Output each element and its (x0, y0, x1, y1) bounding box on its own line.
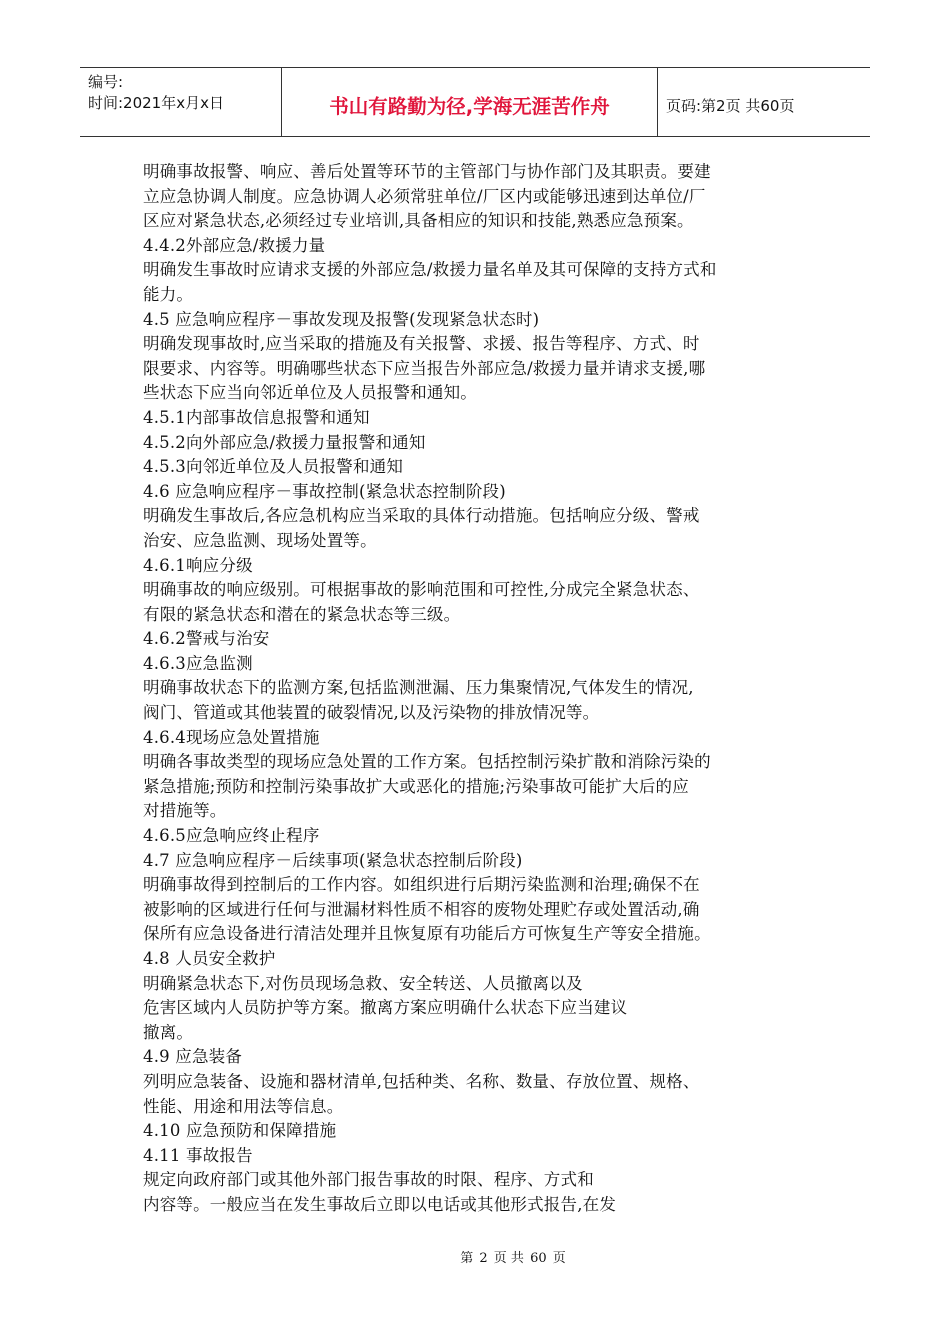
text-line: 4.4.2外部应急/救援力量 (143, 235, 326, 255)
text-line: 撤离。 (143, 1022, 194, 1042)
text-line: 4.5.1内部事故信息报警和通知 (143, 407, 370, 427)
header-page-info: 页码:第2页 共60页 (666, 96, 795, 115)
text-line: 性能、用途和用法等信息。 (143, 1096, 344, 1116)
text-line: 4.6.2警戒与治安 (143, 629, 270, 649)
text-line: 4.5.3向邻近单位及人员报警和通知 (143, 457, 404, 477)
text-line: 限要求、内容等。明确哪些状态下应当报告外部应急/救援力量并请求支援,哪 (143, 358, 706, 378)
footer-page-number: 2 (479, 1251, 488, 1266)
text-line: 明确发生事故后,各应急机构应当采取的具体行动措施。包括响应分级、警戒 (143, 506, 700, 526)
text-line: 4.6 应急响应程序－事故控制(紧急状态控制阶段) (143, 481, 506, 501)
text-line: 规定向政府部门或其他外部门报告事故的时限、程序、方式和 (143, 1170, 594, 1190)
text-line: 对措施等。 (143, 801, 227, 821)
text-line: 4.11 事故报告 (143, 1145, 253, 1165)
footer-suffix: 页 (552, 1251, 566, 1266)
text-line: 保所有应急设备进行清洁处理并且恢复原有功能后方可恢复生产等安全措施。 (143, 924, 711, 944)
text-line: 治安、应急监测、现场处置等。 (143, 530, 377, 550)
date-label: 时间:2021年x月x日 (88, 94, 224, 112)
text-line: 4.8 人员安全救护 (143, 949, 276, 968)
text-line: 明确事故状态下的监测方案,包括监测泄漏、压力集聚情况,气体发生的情况, (143, 678, 694, 698)
text-line: 被影响的区域进行任何与泄漏材料性质不相容的废物处理贮存或处置活动,确 (143, 899, 700, 919)
text-line: 4.6.5应急响应终止程序 (143, 826, 320, 846)
header-motto: 书山有路勤为径,学海无涯苦作舟 (282, 68, 658, 136)
text-line: 4.9 应急装备 (143, 1047, 243, 1067)
text-line: 明确事故得到控制后的工作内容。如组织进行后期污染监测和治理;确保不在 (143, 875, 700, 895)
text-line: 危害区域内人员防护等方案。撤离方案应明确什么状态下应当建议 (143, 998, 628, 1018)
text-line: 4.10 应急预防和保障措施 (143, 1121, 337, 1141)
text-line: 4.6.3应急监测 (143, 653, 253, 673)
footer-prefix: 第 (460, 1251, 474, 1266)
text-line: 明确事故的响应级别。可根据事故的影响范围和可控性,分成完全紧急状态、 (143, 580, 700, 600)
footer-mid: 页 共 (493, 1251, 524, 1266)
code-label: 编号: (88, 73, 124, 91)
text-line: 立应急协调人制度。应急协调人必须常驻单位/厂区内或能够迅速到达单位/厂 (143, 186, 706, 206)
text-line: 有限的紧急状态和潜在的紧急状态等三级。 (143, 604, 461, 624)
document-body (143, 160, 813, 1218)
text-line: 能力。 (143, 284, 194, 304)
text-line: 4.7 应急响应程序－后续事项(紧急状态控制后阶段) (143, 850, 523, 870)
text-line: 4.6.4现场应急处置措施 (143, 727, 320, 747)
text-line: 4.5.2向外部应急/救援力量报警和通知 (143, 432, 426, 452)
text-line: 内容等。一般应当在发生事故后立即以电话或其他形式报告,在发 (143, 1194, 617, 1214)
text-line: 明确各事故类型的现场应急处置的工作方案。包括控制污染扩散和消除污染的 (143, 752, 711, 772)
text-line: 明确紧急状态下,对伤员现场急救、安全转送、人员撤离以及 (143, 973, 583, 993)
text-line: 4.6.1响应分级 (143, 555, 253, 575)
footer-page-total: 60 (530, 1251, 547, 1266)
text-line: 明确发现事故时,应当采取的措施及有关报警、求援、报告等程序、方式、时 (143, 334, 700, 354)
header-meta (80, 68, 282, 136)
text-line: 4.5 应急响应程序－事故发现及报警(发现紧急状态时) (143, 309, 540, 329)
text-line: 阀门、管道或其他装置的破裂情况,以及污染物的排放情况等。 (143, 703, 600, 723)
text-line: 列明应急装备、设施和器材清单,包括种类、名称、数量、存放位置、规格、 (143, 1071, 700, 1091)
text-line: 紧急措施;预防和控制污染事故扩大或恶化的措施;污染事故可能扩大后的应 (143, 776, 689, 796)
text-line: 明确发生事故时应请求支援的外部应急/救援力量名单及其可保障的支持方式和 (143, 260, 717, 280)
text-line: 些状态下应当向邻近单位及人员报警和通知。 (143, 383, 477, 403)
text-line: 明确事故报警、响应、善后处置等环节的主管部门与协作部门及其职责。要建 (143, 162, 711, 181)
page-header (80, 67, 870, 137)
page-footer (0, 1247, 950, 1266)
text-line: 区应对紧急状态,必须经过专业培训,具备相应的知识和技能,熟悉应急预案。 (143, 211, 694, 231)
